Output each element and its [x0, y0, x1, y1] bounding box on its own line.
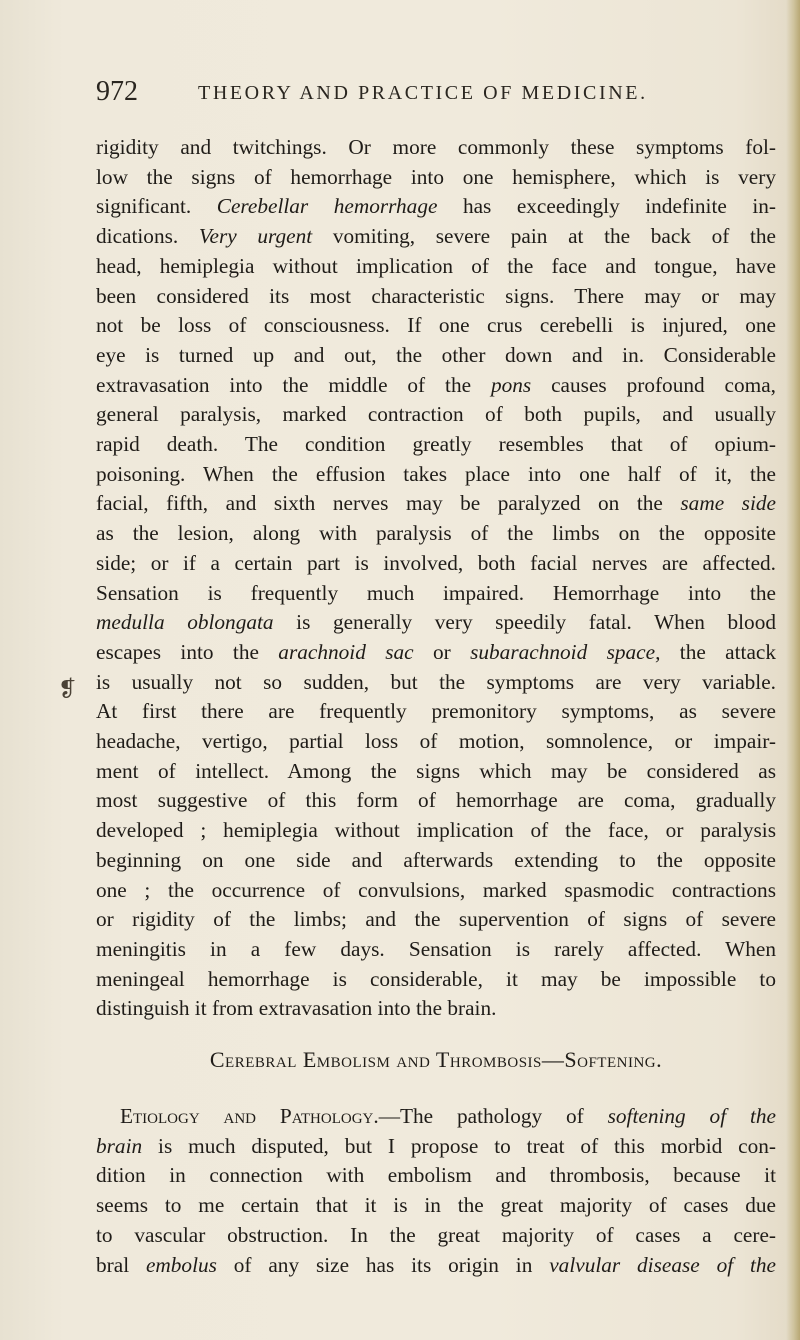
text-span: one ; the occurrence of convulsions, marked spasmodic contractions: [96, 877, 776, 902]
text-line: [96, 726, 776, 756]
italic-text: medulla oblongata: [96, 610, 274, 635]
text-line: [96, 637, 776, 667]
text-span: extravasation into the middle of the: [96, 372, 491, 397]
text-span: is much disputed, but I propose to treat of this morbid con-: [142, 1133, 776, 1158]
text-span: significant.: [96, 194, 217, 219]
text-span: is generally very speedily fatal. When blood: [273, 610, 777, 635]
text-span: seems to me certain that it is in the great majority of cases due: [96, 1193, 776, 1218]
text-span: the attack: [660, 639, 777, 664]
text-span: facial, fifth, and sixth nerves may be paralyzed on the: [96, 491, 681, 516]
text-span: low the signs of hemorrhage into one hemisphere, which is very: [96, 164, 776, 189]
text-span: eye is turned up and out, the other down and in. Considerable: [96, 342, 776, 367]
text-line: [96, 221, 776, 251]
text-span: dications.: [96, 224, 199, 249]
page-number: 972: [96, 76, 138, 107]
italic-text: subarachnoid space,: [470, 639, 661, 664]
text-line: [96, 756, 776, 786]
text-line: [96, 607, 776, 637]
text-span: Sensation is frequently much impaired. Hemorrhage into the: [96, 580, 776, 605]
text-line: [96, 1131, 776, 1161]
text-line: [96, 310, 776, 340]
text-line: [96, 785, 776, 815]
text-line: [96, 370, 776, 400]
text-line: [96, 934, 776, 964]
italic-text: same side: [680, 491, 776, 516]
text-span: has exceedingly indefinite in-: [437, 194, 776, 219]
text-span: Cerebral Embolism and Thrombosis—Softening.: [209, 1047, 663, 1072]
text-span: causes profound coma,: [531, 372, 776, 397]
text-span: meningeal hemorrhage is considerable, it may be impossible to: [96, 966, 776, 991]
text-line: [96, 1160, 776, 1190]
text-line: [96, 875, 776, 905]
text-span: —The pathology of: [378, 1104, 608, 1128]
text-span: or rigidity of the limbs; and the supervention of signs of severe: [96, 907, 776, 932]
text-line: [96, 1220, 776, 1250]
margin-mark: ❡: [58, 676, 77, 701]
text-span: general paralysis, marked contraction of both pupils, and usually: [96, 402, 776, 427]
text-span: beginning on one side and afterwards extending to the opposite: [96, 847, 776, 872]
text-span: is usually not so sudden, but the symptoms are very variable.: [96, 669, 776, 694]
text-line: [96, 904, 776, 934]
text-line: [96, 518, 776, 548]
text-line: [96, 162, 776, 192]
text-span: been considered its most characteristic signs. There may or may: [96, 283, 776, 308]
section-heading: [96, 1045, 776, 1075]
text-line: [96, 429, 776, 459]
page-header: [96, 76, 776, 112]
text-line: [96, 191, 776, 221]
text-span: dition in connection with embolism and thrombosis, because it: [96, 1163, 776, 1188]
running-head: THEORY AND PRACTICE OF MEDICINE.: [198, 82, 648, 104]
text-span: most suggestive of this form of hemorrhage are coma, gradually: [96, 788, 776, 813]
text-span: bral: [96, 1252, 146, 1277]
italic-text: embolus: [145, 1252, 217, 1277]
text-line: [96, 548, 776, 578]
text-line: [96, 459, 776, 489]
text-line: [96, 845, 776, 875]
text-span: distinguish it from extravasation into the brain.: [96, 996, 497, 1021]
italic-text: valvular disease of the: [549, 1252, 776, 1277]
text-span: meningitis in a few days. Sensation is rarely affected. When: [96, 936, 776, 961]
italic-text: Very urgent: [198, 224, 313, 249]
text-span: vomiting, severe pain at the back of the: [312, 224, 777, 249]
text-line: [96, 993, 776, 1023]
italic-text: brain: [96, 1133, 143, 1158]
italic-text: Cerebellar hemorrhage: [216, 194, 438, 219]
text-line: [96, 1250, 776, 1280]
text-line: [96, 399, 776, 429]
text-span: At first there are frequently premonitory symptoms, as severe: [96, 699, 776, 724]
text-span: escapes into the: [96, 639, 279, 664]
text-span: poisoning. When the effusion takes place into one half of it, the: [96, 461, 776, 486]
text-line: [96, 251, 776, 281]
text-line: [96, 964, 776, 994]
text-span: head, hemiplegia without implication of the face and tongue, have: [96, 253, 776, 278]
text-span: not be loss of consciousness. If one crus cerebelli is injured, one: [96, 313, 776, 338]
text-span: of any size has its origin in: [216, 1252, 550, 1277]
text-line: [96, 578, 776, 608]
text-line: [96, 667, 776, 697]
text-line: [96, 340, 776, 370]
text-line: [96, 696, 776, 726]
text-span: or: [413, 639, 471, 664]
text-span: rigidity and twitchings. Or more commonly these symptoms fol-: [96, 135, 776, 159]
text-line: [96, 1101, 776, 1131]
italic-text: softening of the: [607, 1104, 776, 1128]
text-span: rapid death. The condition greatly resembles that of opium-: [96, 432, 776, 456]
text-line: [96, 815, 776, 845]
text-span: side; or if a certain part is involved, both facial nerves are affected.: [96, 550, 776, 575]
text-line: [96, 281, 776, 311]
italic-text: pons: [490, 372, 532, 397]
text-span: to vascular obstruction. In the great majority of cases a cere-: [96, 1222, 776, 1247]
text-span: ment of intellect. Among the signs which may be considered as: [96, 758, 776, 783]
text-span: headache, vertigo, partial loss of motion, somnolence, or impair-: [96, 729, 776, 753]
small-caps-text: Etiology and Pathology.: [120, 1104, 379, 1128]
text-span: as the lesion, along with paralysis of the limbs on the opposite: [96, 521, 776, 546]
text-line: [96, 488, 776, 518]
text-line: [96, 1190, 776, 1220]
page-edge-shadow: [786, 0, 800, 1340]
italic-text: arachnoid sac: [278, 639, 414, 664]
text-span: developed ; hemiplegia without implication of the face, or paralysis: [96, 818, 776, 843]
text-line: [96, 132, 776, 162]
